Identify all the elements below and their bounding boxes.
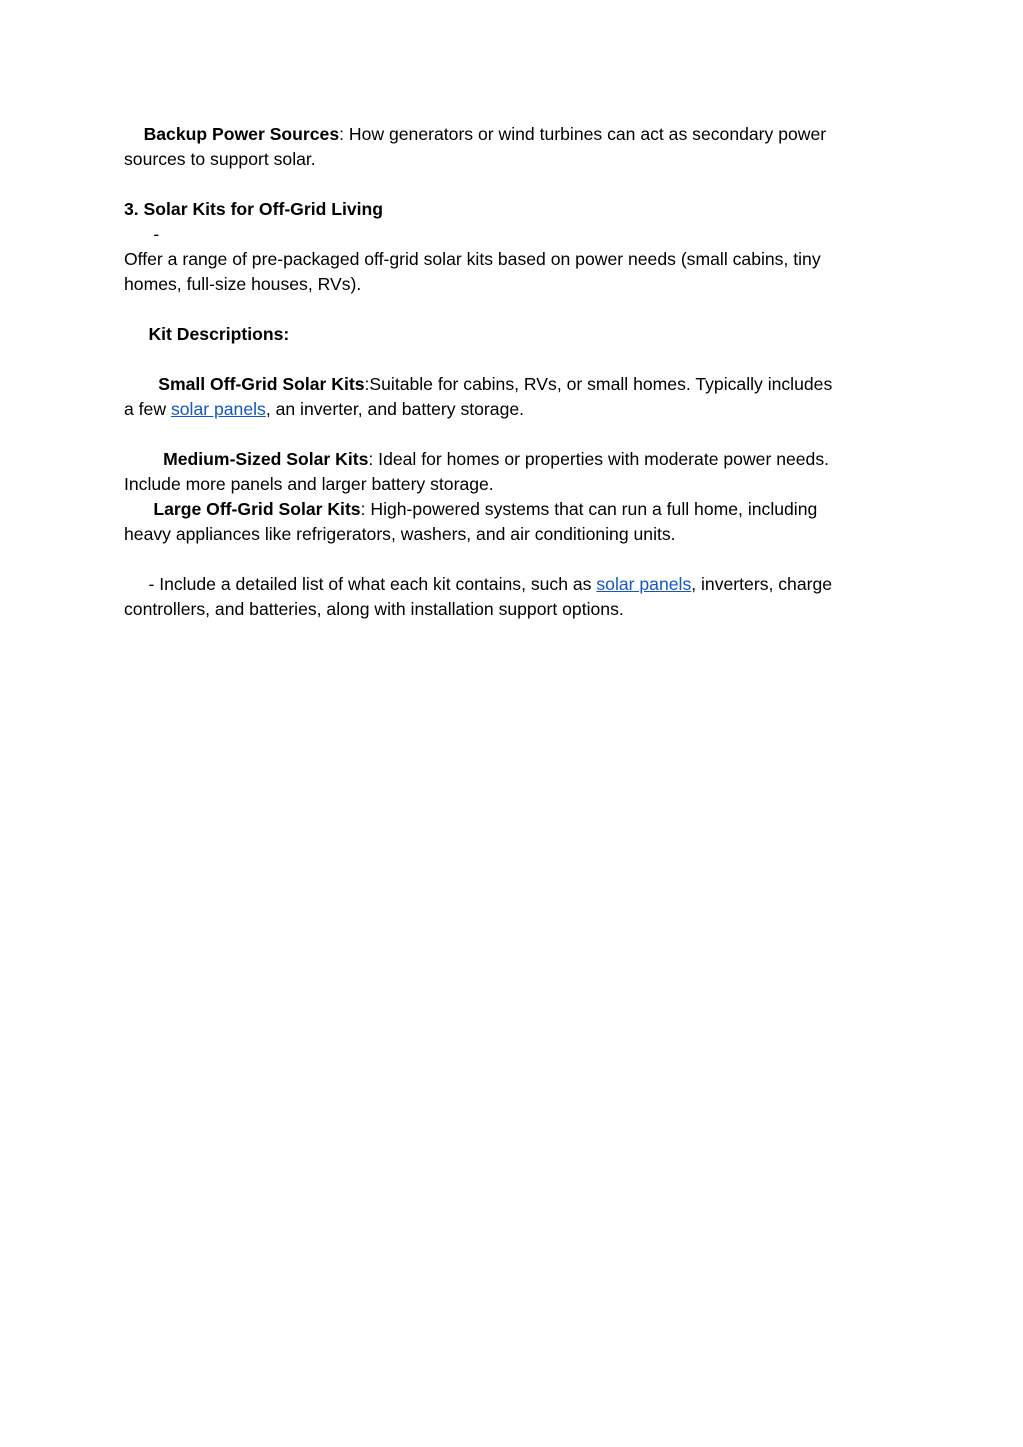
large-kit-line-1 — [124, 497, 894, 522]
solar-panels-link[interactable]: solar panels — [170, 399, 266, 419]
small-kit-label: Small Off-Grid Solar Kits — [158, 374, 365, 394]
small-kit-text-pre: a few — [124, 399, 171, 419]
offer-line-2: homes, full-size houses, RVs). — [124, 274, 362, 294]
spacer — [124, 422, 894, 447]
include-text-post: , inverters, charge — [691, 574, 833, 594]
large-kit-label: Large Off-Grid Solar Kits — [153, 499, 361, 519]
small-kit-line-1 — [124, 372, 894, 397]
include-text-pre: - Include a detailed list of what each kit contains, such as — [148, 574, 597, 594]
spacer — [124, 172, 894, 197]
medium-kit-text: : Ideal for homes or properties with moderate power needs. — [368, 449, 830, 469]
large-kit-text: : High-powered systems that can run a full home, including — [360, 499, 818, 519]
small-kit-text-post: , an inverter, and battery storage. — [265, 399, 525, 419]
section-3-title: 3. Solar Kits for Off-Grid Living — [124, 199, 384, 219]
dash-line — [124, 222, 894, 247]
small-kit-text: :Suitable for cabins, RVs, or small homes. Typically includes — [364, 374, 833, 394]
backup-text: : How generators or wind turbines can act as secondary power — [339, 124, 827, 144]
spacer — [124, 547, 894, 572]
kit-descriptions-heading: Kit Descriptions: — [148, 324, 290, 344]
section-heading — [124, 197, 894, 222]
medium-kit-line-2: Include more panels and larger battery storage. — [124, 474, 494, 494]
solar-panels-link-2[interactable]: solar panels — [596, 574, 692, 594]
medium-kit-label: Medium-Sized Solar Kits — [163, 449, 369, 469]
include-line-1 — [124, 572, 894, 597]
dash: - — [153, 224, 160, 244]
backup-line-1 — [124, 122, 894, 147]
backup-line-2: sources to support solar. — [124, 149, 316, 169]
kit-descriptions-line — [124, 322, 894, 347]
spacer — [124, 347, 894, 372]
offer-line-1: Offer a range of pre-packaged off-grid solar kits based on power needs (small cabins, tiny — [124, 249, 821, 269]
medium-kit-line-1 — [124, 447, 894, 472]
include-line-2: controllers, and batteries, along with installation support options. — [124, 599, 624, 619]
small-kit-line-2 — [124, 397, 894, 422]
document-body — [124, 122, 894, 622]
backup-power-sources-label: Backup Power Sources — [143, 124, 340, 144]
spacer — [124, 297, 894, 322]
large-kit-line-2: heavy appliances like refrigerators, washers, and air conditioning units. — [124, 524, 676, 544]
